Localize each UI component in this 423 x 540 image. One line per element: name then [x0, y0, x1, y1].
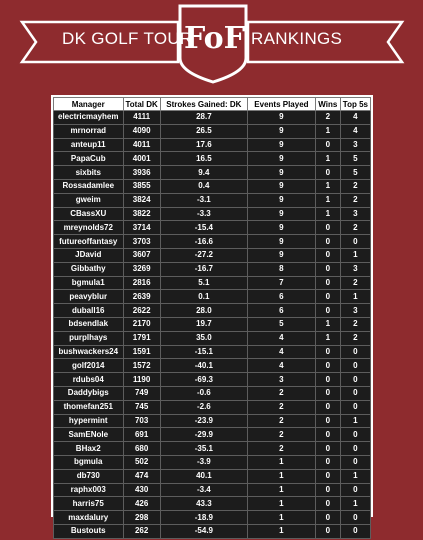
header-top-5s: Top 5s — [340, 98, 370, 111]
top-5s-cell: 2 — [340, 193, 370, 207]
events-played-cell: 4 — [247, 331, 315, 345]
manager-cell: golf2014 — [54, 359, 124, 373]
top-5s-cell: 2 — [340, 276, 370, 290]
header-wins: Wins — [315, 98, 340, 111]
header-manager: Manager — [54, 98, 124, 111]
total-dk-cell: 703 — [123, 414, 160, 428]
total-dk-cell: 426 — [123, 497, 160, 511]
manager-cell: PapaCub — [54, 152, 124, 166]
total-dk-cell: 4001 — [123, 152, 160, 166]
strokes-gained-cell: -15.4 — [160, 221, 247, 235]
top-5s-cell: 3 — [340, 262, 370, 276]
table-body — [54, 111, 371, 539]
table-row — [54, 483, 371, 497]
strokes-gained-cell: 0.4 — [160, 179, 247, 193]
total-dk-cell: 2639 — [123, 290, 160, 304]
strokes-gained-cell: 40.1 — [160, 469, 247, 483]
events-played-cell: 1 — [247, 469, 315, 483]
manager-cell: BHax2 — [54, 442, 124, 456]
wins-cell: 1 — [315, 207, 340, 221]
top-5s-cell: 0 — [340, 373, 370, 387]
manager-cell: rdubs04 — [54, 373, 124, 387]
strokes-gained-cell: -35.1 — [160, 442, 247, 456]
strokes-gained-cell: 5.1 — [160, 276, 247, 290]
events-played-cell: 2 — [247, 386, 315, 400]
total-dk-cell: 3714 — [123, 221, 160, 235]
strokes-gained-cell: -23.9 — [160, 414, 247, 428]
table-row — [54, 207, 371, 221]
manager-cell: Rossadamlee — [54, 179, 124, 193]
total-dk-cell: 3269 — [123, 262, 160, 276]
events-played-cell: 8 — [247, 262, 315, 276]
manager-cell: SamENole — [54, 428, 124, 442]
strokes-gained-cell: -18.9 — [160, 511, 247, 525]
strokes-gained-cell: -16.6 — [160, 235, 247, 249]
top-5s-cell: 0 — [340, 483, 370, 497]
manager-cell: bdsendlak — [54, 317, 124, 331]
total-dk-cell: 1591 — [123, 345, 160, 359]
strokes-gained-cell: 28.0 — [160, 304, 247, 318]
manager-cell: CBassXU — [54, 207, 124, 221]
total-dk-cell: 3703 — [123, 235, 160, 249]
manager-cell: Gibbathy — [54, 262, 124, 276]
events-played-cell: 4 — [247, 345, 315, 359]
rankings-table-panel — [51, 95, 373, 536]
manager-cell: raphx003 — [54, 483, 124, 497]
strokes-gained-cell: 16.5 — [160, 152, 247, 166]
wins-cell: 0 — [315, 345, 340, 359]
rankings-table — [53, 97, 371, 539]
total-dk-cell: 1190 — [123, 373, 160, 387]
wins-cell: 1 — [315, 124, 340, 138]
top-5s-cell: 2 — [340, 221, 370, 235]
events-played-cell: 1 — [247, 483, 315, 497]
events-played-cell: 9 — [247, 138, 315, 152]
strokes-gained-cell: -16.7 — [160, 262, 247, 276]
top-5s-cell: 4 — [340, 111, 370, 125]
manager-cell: futureoffantasy — [54, 235, 124, 249]
table-row — [54, 111, 371, 125]
wins-cell: 0 — [315, 290, 340, 304]
wins-cell: 1 — [315, 179, 340, 193]
wins-cell: 1 — [315, 193, 340, 207]
top-5s-cell: 0 — [340, 511, 370, 525]
strokes-gained-cell: -29.9 — [160, 428, 247, 442]
top-5s-cell: 4 — [340, 124, 370, 138]
strokes-gained-cell: 17.6 — [160, 138, 247, 152]
table-row — [54, 497, 371, 511]
wins-cell: 0 — [315, 469, 340, 483]
total-dk-cell: 3855 — [123, 179, 160, 193]
wins-cell: 0 — [315, 248, 340, 262]
events-played-cell: 9 — [247, 111, 315, 125]
wins-cell: 0 — [315, 400, 340, 414]
total-dk-cell: 749 — [123, 386, 160, 400]
events-played-cell: 9 — [247, 152, 315, 166]
events-played-cell: 4 — [247, 359, 315, 373]
table-row — [54, 469, 371, 483]
manager-cell: sixbits — [54, 166, 124, 180]
table-row — [54, 414, 371, 428]
total-dk-cell: 3824 — [123, 193, 160, 207]
manager-cell: Bustouts — [54, 524, 124, 538]
events-played-cell: 5 — [247, 317, 315, 331]
strokes-gained-cell: -0.6 — [160, 386, 247, 400]
table-row — [54, 276, 371, 290]
manager-cell: mreynolds72 — [54, 221, 124, 235]
table-row — [54, 345, 371, 359]
events-played-cell: 9 — [247, 248, 315, 262]
strokes-gained-cell: 35.0 — [160, 331, 247, 345]
events-played-cell: 6 — [247, 304, 315, 318]
total-dk-cell: 4011 — [123, 138, 160, 152]
manager-cell: maxdalury — [54, 511, 124, 525]
events-played-cell: 9 — [247, 124, 315, 138]
top-5s-cell: 3 — [340, 304, 370, 318]
total-dk-cell: 4111 — [123, 111, 160, 125]
strokes-gained-cell: 9.4 — [160, 166, 247, 180]
strokes-gained-cell: 28.7 — [160, 111, 247, 125]
table-row — [54, 248, 371, 262]
table-row — [54, 166, 371, 180]
events-played-cell: 9 — [247, 221, 315, 235]
manager-cell: peavyblur — [54, 290, 124, 304]
strokes-gained-cell: 26.5 — [160, 124, 247, 138]
total-dk-cell: 1791 — [123, 331, 160, 345]
header-total-dk: Total DK — [123, 98, 160, 111]
top-5s-cell: 0 — [340, 442, 370, 456]
wins-cell: 0 — [315, 455, 340, 469]
top-5s-cell: 1 — [340, 469, 370, 483]
manager-cell: purplhays — [54, 331, 124, 345]
table-row — [54, 290, 371, 304]
strokes-gained-cell: 43.3 — [160, 497, 247, 511]
top-5s-cell: 0 — [340, 235, 370, 249]
wins-cell: 2 — [315, 111, 340, 125]
manager-cell: anteup11 — [54, 138, 124, 152]
events-played-cell: 9 — [247, 166, 315, 180]
manager-cell: duball16 — [54, 304, 124, 318]
wins-cell: 0 — [315, 386, 340, 400]
strokes-gained-cell: -27.2 — [160, 248, 247, 262]
header-events-played: Events Played — [247, 98, 315, 111]
events-played-cell: 3 — [247, 373, 315, 387]
strokes-gained-cell: -3.3 — [160, 207, 247, 221]
strokes-gained-cell: -3.9 — [160, 455, 247, 469]
total-dk-cell: 2622 — [123, 304, 160, 318]
wins-cell: 0 — [315, 359, 340, 373]
table-row — [54, 331, 371, 345]
wins-cell: 0 — [315, 442, 340, 456]
events-played-cell: 1 — [247, 511, 315, 525]
wins-cell: 0 — [315, 373, 340, 387]
wins-cell: 0 — [315, 276, 340, 290]
strokes-gained-cell: -69.3 — [160, 373, 247, 387]
top-5s-cell: 3 — [340, 207, 370, 221]
total-dk-cell: 262 — [123, 524, 160, 538]
wins-cell: 1 — [315, 152, 340, 166]
top-5s-cell: 0 — [340, 345, 370, 359]
strokes-gained-cell: -40.1 — [160, 359, 247, 373]
strokes-gained-cell: 19.7 — [160, 317, 247, 331]
wins-cell: 0 — [315, 497, 340, 511]
table-row — [54, 317, 371, 331]
manager-cell: db730 — [54, 469, 124, 483]
manager-cell: bgmula — [54, 455, 124, 469]
events-played-cell: 9 — [247, 193, 315, 207]
top-5s-cell: 0 — [340, 359, 370, 373]
strokes-gained-cell: -3.4 — [160, 483, 247, 497]
total-dk-cell: 502 — [123, 455, 160, 469]
table-row — [54, 386, 371, 400]
manager-cell: gweim — [54, 193, 124, 207]
manager-cell: hypermint — [54, 414, 124, 428]
top-5s-cell: 2 — [340, 331, 370, 345]
manager-cell: thomefan251 — [54, 400, 124, 414]
wins-cell: 0 — [315, 428, 340, 442]
table-row — [54, 359, 371, 373]
top-5s-cell: 2 — [340, 317, 370, 331]
events-played-cell: 2 — [247, 442, 315, 456]
top-5s-cell: 1 — [340, 290, 370, 304]
table-row — [54, 455, 371, 469]
total-dk-cell: 1572 — [123, 359, 160, 373]
top-5s-cell: 0 — [340, 386, 370, 400]
banner-left-text: DK GOLF TOUR — [62, 29, 193, 48]
table-row — [54, 193, 371, 207]
strokes-gained-cell: -15.1 — [160, 345, 247, 359]
table-row — [54, 428, 371, 442]
total-dk-cell: 691 — [123, 428, 160, 442]
manager-cell: Daddybigs — [54, 386, 124, 400]
table-row — [54, 304, 371, 318]
wins-cell: 1 — [315, 317, 340, 331]
manager-cell: mrnorrad — [54, 124, 124, 138]
manager-cell: bgmula1 — [54, 276, 124, 290]
manager-cell: electricmayhem — [54, 111, 124, 125]
top-5s-cell: 5 — [340, 166, 370, 180]
events-played-cell: 1 — [247, 455, 315, 469]
table-row — [54, 373, 371, 387]
table-row — [54, 524, 371, 538]
events-played-cell: 9 — [247, 235, 315, 249]
top-5s-cell: 1 — [340, 248, 370, 262]
strokes-gained-cell: 0.1 — [160, 290, 247, 304]
total-dk-cell: 3936 — [123, 166, 160, 180]
top-5s-cell: 0 — [340, 524, 370, 538]
strokes-gained-cell: -3.1 — [160, 193, 247, 207]
wins-cell: 0 — [315, 511, 340, 525]
top-5s-cell: 3 — [340, 138, 370, 152]
events-played-cell: 7 — [247, 276, 315, 290]
wins-cell: 0 — [315, 524, 340, 538]
table-row — [54, 262, 371, 276]
wins-cell: 0 — [315, 262, 340, 276]
top-5s-cell: 2 — [340, 179, 370, 193]
total-dk-cell: 430 — [123, 483, 160, 497]
total-dk-cell: 298 — [123, 511, 160, 525]
total-dk-cell: 2170 — [123, 317, 160, 331]
table-row — [54, 400, 371, 414]
events-played-cell: 9 — [247, 207, 315, 221]
total-dk-cell: 474 — [123, 469, 160, 483]
table-header-row — [54, 98, 371, 111]
banner-right-text: RANKINGS — [251, 29, 343, 48]
top-5s-cell: 1 — [340, 414, 370, 428]
table-row — [54, 221, 371, 235]
events-played-cell: 9 — [247, 179, 315, 193]
table-row — [54, 152, 371, 166]
table-row — [54, 138, 371, 152]
strokes-gained-cell: -2.6 — [160, 400, 247, 414]
events-played-cell: 2 — [247, 428, 315, 442]
total-dk-cell: 745 — [123, 400, 160, 414]
header-strokes-gained: Strokes Gained: DK — [160, 98, 247, 111]
wins-cell: 1 — [315, 331, 340, 345]
wins-cell: 0 — [315, 483, 340, 497]
wins-cell: 0 — [315, 304, 340, 318]
wins-cell: 0 — [315, 414, 340, 428]
table-row — [54, 235, 371, 249]
top-5s-cell: 1 — [340, 497, 370, 511]
events-played-cell: 2 — [247, 400, 315, 414]
fof-logo: FoF — [184, 21, 245, 56]
wins-cell: 0 — [315, 138, 340, 152]
manager-cell: bushwackers24 — [54, 345, 124, 359]
total-dk-cell: 3607 — [123, 248, 160, 262]
wins-cell: 0 — [315, 221, 340, 235]
title-banner — [0, 0, 423, 95]
top-5s-cell: 5 — [340, 152, 370, 166]
top-5s-cell: 0 — [340, 400, 370, 414]
manager-cell: JDavid — [54, 248, 124, 262]
events-played-cell: 6 — [247, 290, 315, 304]
wins-cell: 0 — [315, 166, 340, 180]
top-5s-cell: 0 — [340, 428, 370, 442]
table-row — [54, 179, 371, 193]
events-played-cell: 1 — [247, 524, 315, 538]
manager-cell: harris75 — [54, 497, 124, 511]
table-row — [54, 442, 371, 456]
events-played-cell: 2 — [247, 414, 315, 428]
strokes-gained-cell: -54.9 — [160, 524, 247, 538]
total-dk-cell: 3822 — [123, 207, 160, 221]
table-row — [54, 124, 371, 138]
total-dk-cell: 680 — [123, 442, 160, 456]
events-played-cell: 1 — [247, 497, 315, 511]
total-dk-cell: 2816 — [123, 276, 160, 290]
total-dk-cell: 4090 — [123, 124, 160, 138]
top-5s-cell: 0 — [340, 455, 370, 469]
wins-cell: 0 — [315, 235, 340, 249]
table-row — [54, 511, 371, 525]
